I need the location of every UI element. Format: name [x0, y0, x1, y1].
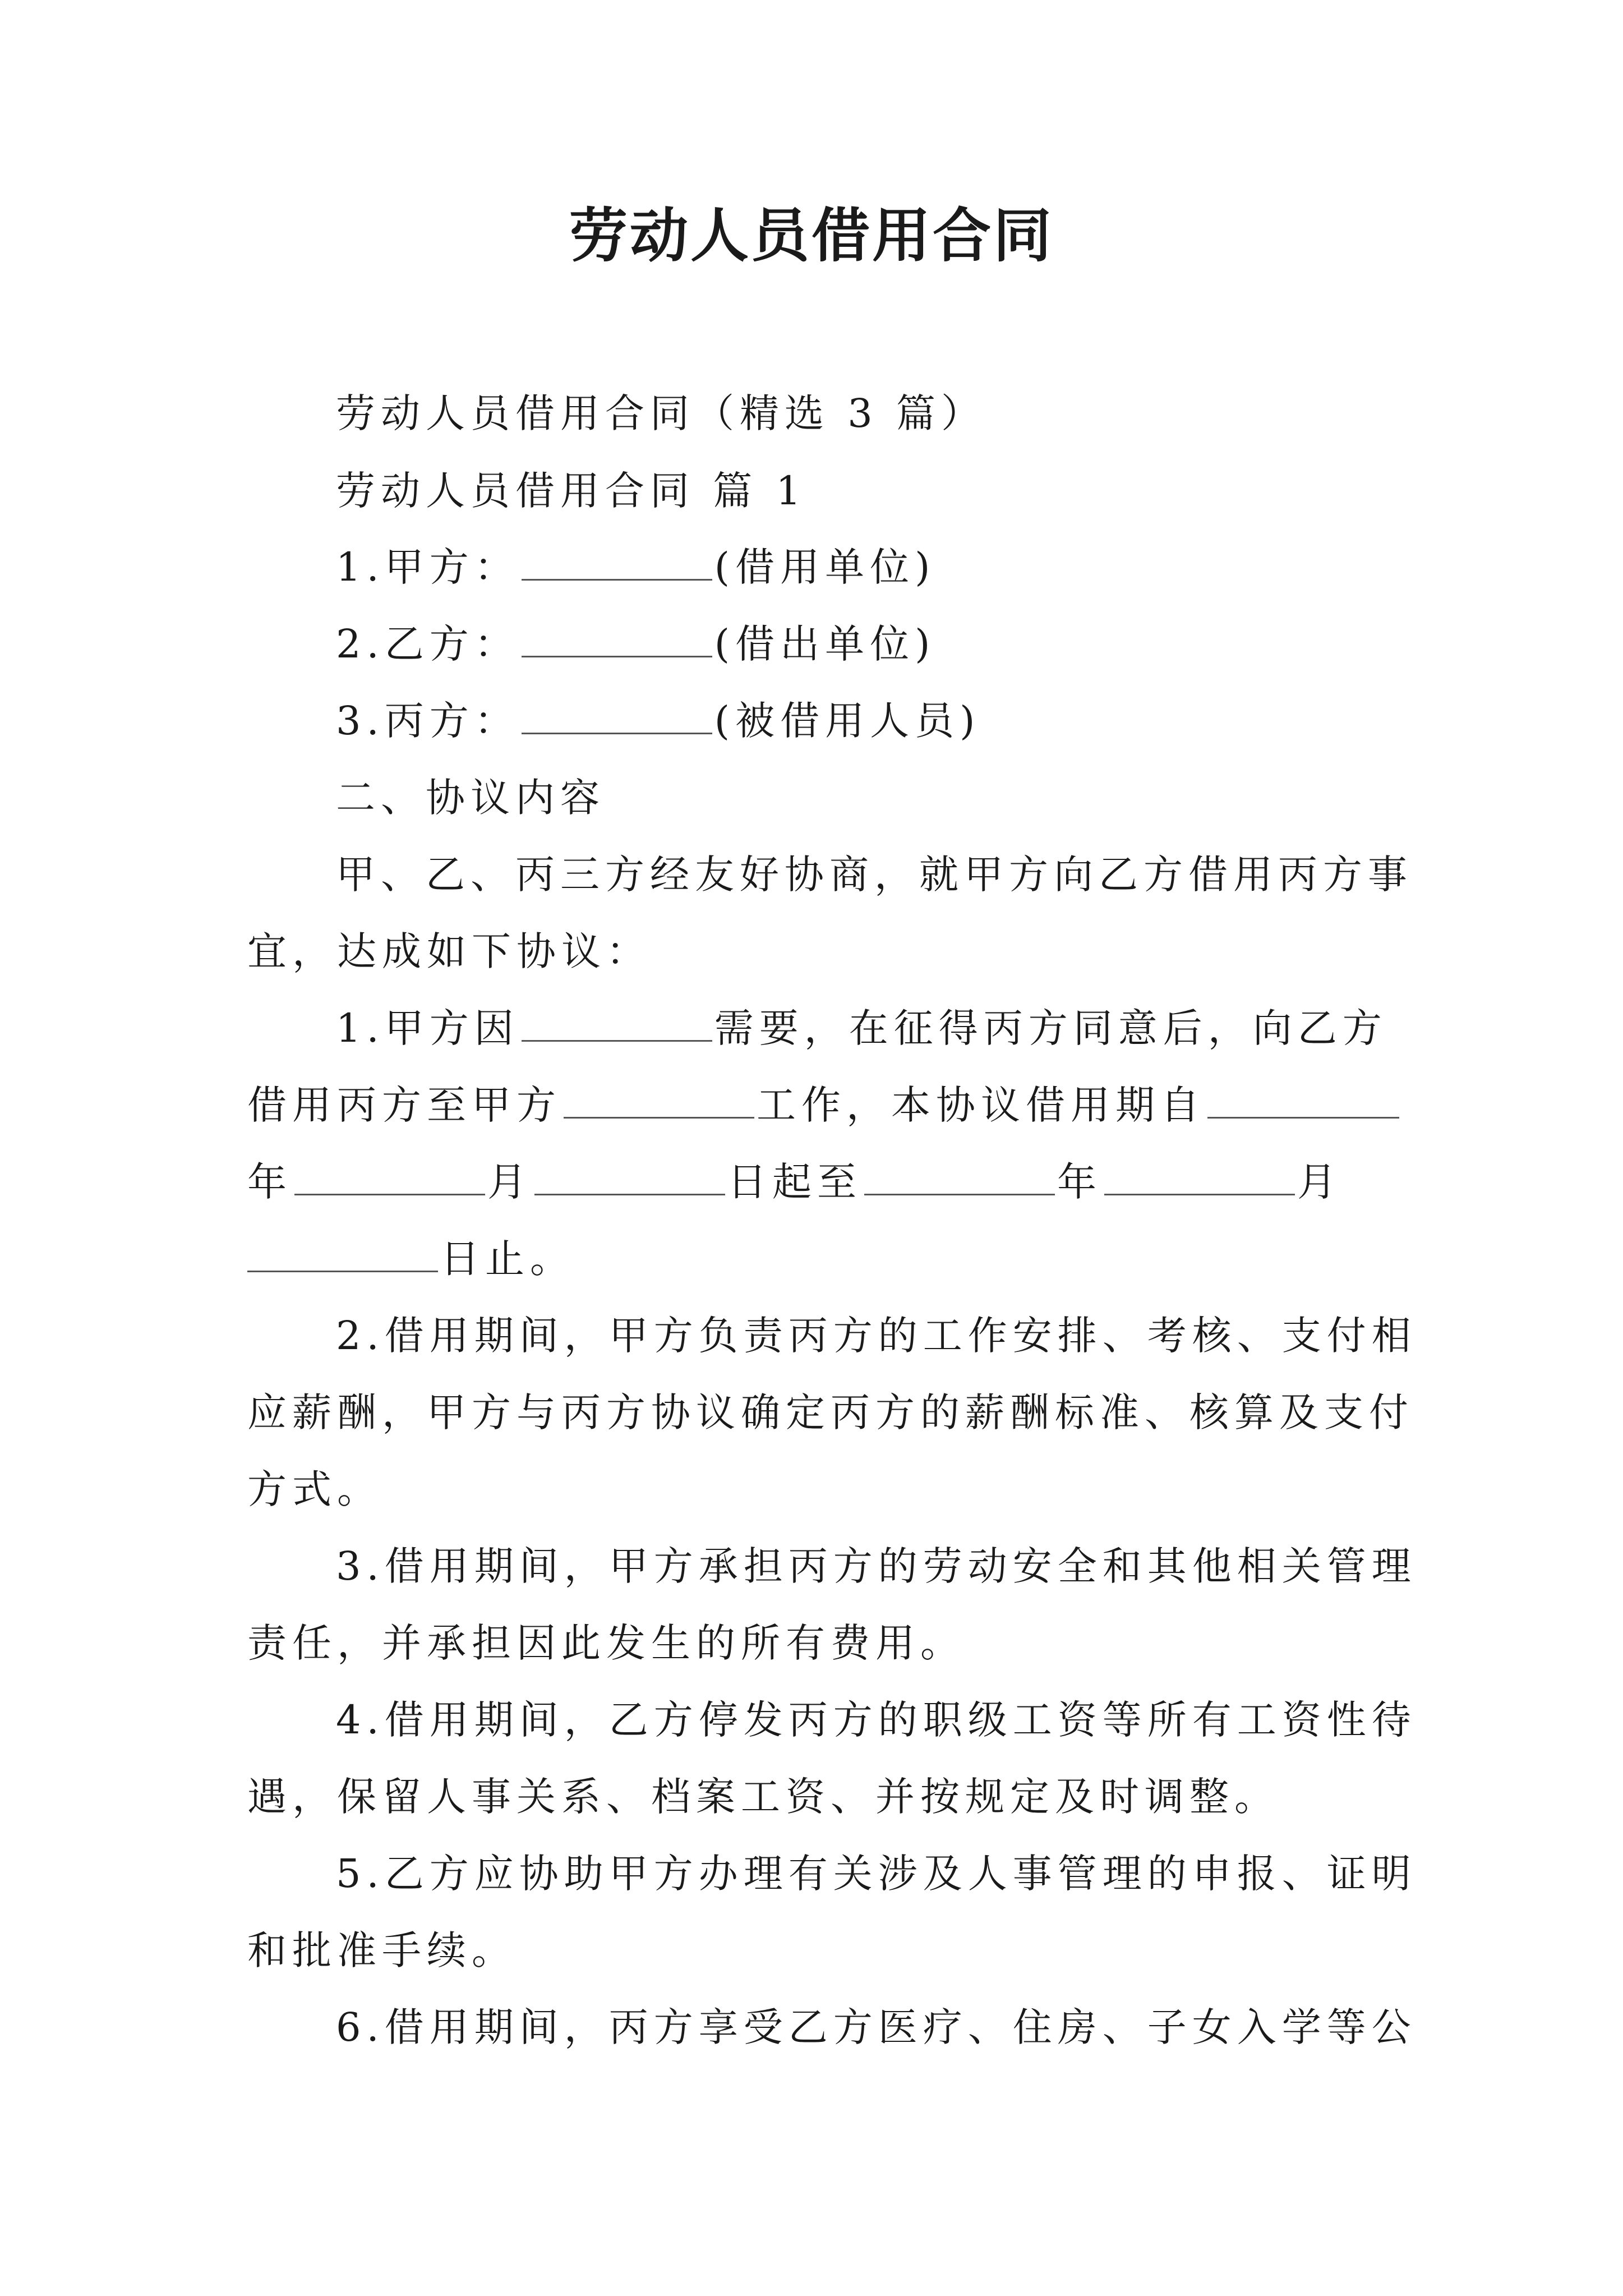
- clause-text: 月: [1297, 1159, 1342, 1205]
- clause-2-line: [247, 1387, 1414, 1438]
- clause-4-line: [247, 1695, 1417, 1745]
- clause-text: 4.借用期间，乙方停发丙方的职级工资等所有工资性待: [336, 1697, 1417, 1743]
- clause-text: 3.借用期间，甲方承担丙方的劳动安全和其他相关管理: [336, 1543, 1417, 1589]
- clause-2-line: [247, 1310, 1417, 1361]
- clause-text: 需要，在征得丙方同意后，向乙方: [714, 1005, 1387, 1051]
- clause-text: 6.借用期间，丙方享受乙方医疗、住房、子女入学等公: [336, 2004, 1417, 2050]
- agreement-heading-text: 二、协议内容: [336, 775, 605, 821]
- party-c-blank: [522, 698, 712, 734]
- party-b-line: [247, 619, 1403, 669]
- party-b-blank: [522, 621, 712, 657]
- clause-text: 遇，保留人事关系、档案工资、并按规定及时调整。: [247, 1774, 1279, 1820]
- clause-1-line: [247, 1080, 1403, 1130]
- clause-text: 责任，并承担因此发生的所有费用。: [247, 1620, 965, 1666]
- clause-text: 年: [247, 1159, 292, 1205]
- party-b-note: (借出单位): [714, 621, 936, 667]
- start-day-blank: [534, 1159, 725, 1195]
- clause-text: 年: [1057, 1159, 1102, 1205]
- clause-5-line: [247, 1925, 1403, 1976]
- party-a-blank: [522, 544, 712, 581]
- paragraph-line: [247, 926, 1403, 977]
- clause-text: 和批准手续。: [247, 1927, 517, 1973]
- party-c-line: [247, 696, 1403, 746]
- document-title: 劳动人员借用合同: [569, 201, 1054, 270]
- start-year-blank: [1207, 1082, 1399, 1119]
- work-blank: [564, 1082, 754, 1119]
- clause-3-line: [247, 1618, 1403, 1668]
- party-a-note: (借用单位): [714, 544, 936, 590]
- reason-blank: [522, 1005, 712, 1042]
- clause-1-line: [247, 1157, 1403, 1207]
- clause-text: 1.甲方因: [336, 1005, 519, 1051]
- party-a-label: 1.甲方：: [336, 544, 519, 590]
- clause-text: 2.借用期间，甲方负责丙方的工作安排、考核、支付相: [336, 1313, 1417, 1359]
- clause-1-line: [247, 1234, 1403, 1284]
- paragraph-line: [247, 849, 1413, 900]
- end-day-blank: [247, 1236, 438, 1272]
- party-b-label: 2.乙方：: [336, 621, 519, 667]
- clause-1-line: [247, 1003, 1403, 1053]
- paragraph-text: 宜，达成如下协议：: [247, 928, 651, 974]
- start-month-blank: [294, 1159, 485, 1195]
- end-month-blank: [1104, 1159, 1295, 1195]
- clause-text: 日起至: [727, 1159, 862, 1205]
- party-a-line: [247, 542, 1403, 592]
- clause-text: 应薪酬，甲方与丙方协议确定丙方的薪酬标准、核算及支付: [247, 1389, 1414, 1435]
- clause-text: 借用丙方至甲方: [247, 1082, 561, 1128]
- clause-text: 月: [487, 1159, 532, 1205]
- clause-text: 日止。: [440, 1236, 575, 1282]
- paragraph-text: 甲、乙、丙三方经友好协商，就甲方向乙方借用丙方事: [336, 852, 1413, 898]
- section-heading: [247, 466, 1403, 516]
- clause-5-line: [247, 1848, 1417, 1899]
- agreement-heading: [247, 772, 1403, 823]
- clause-text: 工作，本协议借用期自: [757, 1082, 1205, 1128]
- subtitle-line: [247, 388, 1403, 439]
- subtitle-text: 劳动人员借用合同（精选 3 篇）: [336, 390, 986, 436]
- clause-3-line: [247, 1541, 1417, 1591]
- end-year-blank: [864, 1159, 1055, 1195]
- clause-text: 方式。: [247, 1466, 382, 1512]
- party-c-note: (被借用人员): [714, 698, 981, 744]
- clause-2-line: [247, 1464, 1403, 1515]
- party-c-label: 3.丙方：: [336, 698, 519, 744]
- clause-6-line: [247, 2002, 1417, 2053]
- section-heading-text: 劳动人员借用合同 篇 1: [336, 468, 807, 514]
- clause-text: 5.乙方应协助甲方办理有关涉及人事管理的申报、证明: [336, 1851, 1417, 1897]
- clause-4-line: [247, 1772, 1403, 1822]
